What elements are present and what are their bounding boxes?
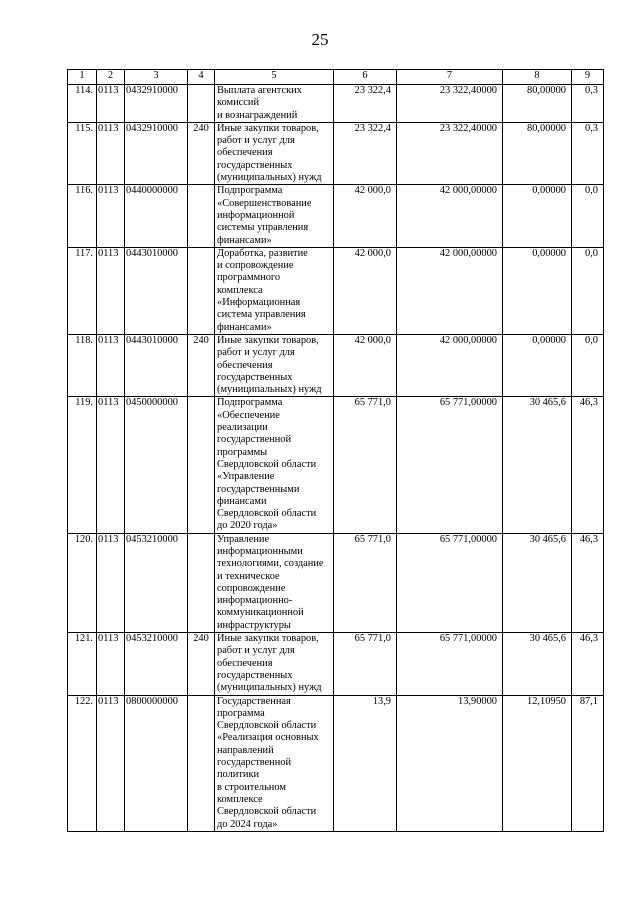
item-name-line: обеспечения — [217, 657, 273, 669]
item-name-line: Свердловской области — [217, 806, 317, 818]
item-name — [215, 334, 334, 396]
approved-amount: 65 771,00000 — [397, 533, 503, 632]
planned-amount: 23 322,4 — [334, 85, 397, 123]
executed-amount: 0,00000 — [503, 247, 572, 334]
item-name-line: (муниципальных) нужд — [217, 172, 322, 184]
table-row — [68, 247, 604, 334]
execution-percent: 46,3 — [572, 397, 604, 533]
executed-amount: 0,00000 — [503, 334, 572, 396]
item-name-line: Свердловской области — [217, 508, 317, 520]
column-header: 2 — [97, 70, 125, 85]
execution-percent: 87,1 — [572, 695, 604, 831]
table-row — [68, 695, 604, 831]
item-name — [215, 122, 334, 184]
row-number: 114. — [68, 85, 97, 123]
table-row — [68, 85, 604, 123]
planned-amount: 42 000,0 — [334, 185, 397, 247]
expense-type-code: 240 — [188, 334, 215, 396]
expense-type-code — [188, 247, 215, 334]
executed-amount: 30 465,6 — [503, 533, 572, 632]
approved-amount: 42 000,00000 — [397, 334, 503, 396]
column-header: 8 — [503, 70, 572, 85]
execution-percent: 0,0 — [572, 185, 604, 247]
item-name-line: «Управление — [217, 471, 275, 483]
table-row — [68, 533, 604, 632]
item-name-line: «Совершенствование — [217, 197, 312, 209]
item-name-line: инфраструктуры — [217, 619, 291, 631]
table-body — [68, 85, 604, 832]
item-name-line: работ и услуг для — [217, 347, 295, 359]
item-name-line: комиссий — [217, 97, 259, 109]
item-name-line: система управления — [217, 309, 306, 321]
target-article-code: 0453210000 — [125, 533, 188, 632]
execution-percent: 0,0 — [572, 247, 604, 334]
column-header: 9 — [572, 70, 604, 85]
executed-amount: 12,10950 — [503, 695, 572, 831]
column-header: 1 — [68, 70, 97, 85]
item-name-line: до 2024 года» — [217, 818, 278, 830]
item-name — [215, 85, 334, 123]
executed-amount: 80,00000 — [503, 85, 572, 123]
row-number: 122. — [68, 695, 97, 831]
item-name-line: Иные закупки товаров, — [217, 122, 319, 134]
item-name-line: обеспечения — [217, 147, 273, 159]
expense-type-code — [188, 397, 215, 533]
item-name — [215, 533, 334, 632]
item-name-line: работ и услуг для — [217, 135, 295, 147]
planned-amount: 23 322,4 — [334, 122, 397, 184]
expense-type-code: 240 — [188, 633, 215, 695]
item-name — [215, 397, 334, 533]
row-number: 116. — [68, 185, 97, 247]
expense-type-code — [188, 185, 215, 247]
row-number: 121. — [68, 633, 97, 695]
item-name-line: информационными — [217, 545, 303, 557]
planned-amount: 65 771,0 — [334, 533, 397, 632]
row-number: 118. — [68, 334, 97, 396]
item-name-line: программы — [217, 446, 268, 458]
execution-percent: 0,3 — [572, 122, 604, 184]
expense-type-code — [188, 533, 215, 632]
item-name-line: Доработка, развитие — [217, 247, 308, 259]
section-code: 0113 — [97, 185, 125, 247]
approved-amount: 23 322,40000 — [397, 85, 503, 123]
item-name-line: государственных — [217, 159, 293, 171]
section-code: 0113 — [97, 247, 125, 334]
approved-amount: 42 000,00000 — [397, 185, 503, 247]
approved-amount: 65 771,00000 — [397, 397, 503, 533]
item-name — [215, 633, 334, 695]
item-name-line: сопровождение — [217, 582, 286, 594]
item-name-line: государственными — [217, 483, 300, 495]
item-name-line: «Реализация основных — [217, 732, 319, 744]
target-article-code: 0440000000 — [125, 185, 188, 247]
item-name-line: программа — [217, 707, 265, 719]
item-name-line: программного — [217, 272, 281, 284]
column-header: 3 — [125, 70, 188, 85]
item-name-line: государственной — [217, 434, 292, 446]
item-name-line: и вознаграждений — [217, 109, 298, 121]
expense-type-code: 240 — [188, 122, 215, 184]
item-name-line: коммуникационной — [217, 607, 304, 619]
target-article-code: 0432910000 — [125, 85, 188, 123]
item-name — [215, 695, 334, 831]
item-name-line: финансами — [217, 495, 267, 507]
item-name-line: реализации — [217, 422, 268, 434]
target-article-code: 0453210000 — [125, 633, 188, 695]
item-name — [215, 185, 334, 247]
item-name-line: информационной — [217, 209, 295, 221]
item-name-line: «Информационная — [217, 297, 301, 309]
page-number: 25 — [311, 30, 329, 49]
item-name-line: Свердловской области — [217, 720, 317, 732]
target-article-code: 0443010000 — [125, 247, 188, 334]
section-code: 0113 — [97, 122, 125, 184]
row-number: 117. — [68, 247, 97, 334]
item-name-line: Иные закупки товаров, — [217, 334, 319, 346]
item-name-line: комплексе — [217, 793, 263, 805]
item-name-line: информационно- — [217, 595, 293, 607]
section-code: 0113 — [97, 85, 125, 123]
item-name-line: финансами» — [217, 321, 272, 333]
planned-amount: 65 771,0 — [334, 397, 397, 533]
approved-amount: 23 322,40000 — [397, 122, 503, 184]
target-article-code: 0450000000 — [125, 397, 188, 533]
section-code: 0113 — [97, 695, 125, 831]
execution-percent: 46,3 — [572, 633, 604, 695]
executed-amount: 0,00000 — [503, 185, 572, 247]
expense-type-code — [188, 695, 215, 831]
item-name-line: Выплата агентских — [217, 85, 302, 96]
item-name-line: обеспечения — [217, 359, 273, 371]
item-name-line: Иные закупки товаров, — [217, 633, 319, 645]
table-row — [68, 633, 604, 695]
executed-amount: 30 465,6 — [503, 633, 572, 695]
row-number: 115. — [68, 122, 97, 184]
planned-amount: 42 000,0 — [334, 334, 397, 396]
target-article-code: 0800000000 — [125, 695, 188, 831]
execution-percent: 0,0 — [572, 334, 604, 396]
item-name-line: государственных — [217, 669, 293, 681]
approved-amount: 65 771,00000 — [397, 633, 503, 695]
column-header: 7 — [397, 70, 503, 85]
executed-amount: 30 465,6 — [503, 397, 572, 533]
item-name-line: и сопровождение — [217, 260, 294, 272]
item-name-line: (муниципальных) нужд — [217, 682, 322, 694]
row-number: 119. — [68, 397, 97, 533]
item-name-line: в строительном — [217, 781, 286, 793]
expense-type-code — [188, 85, 215, 123]
item-name-line: Управление — [217, 533, 270, 545]
row-number: 120. — [68, 533, 97, 632]
executed-amount: 80,00000 — [503, 122, 572, 184]
planned-amount: 42 000,0 — [334, 247, 397, 334]
item-name-line: (муниципальных) нужд — [217, 384, 322, 396]
item-name-line: и техническое — [217, 570, 280, 582]
execution-percent: 0,3 — [572, 85, 604, 123]
planned-amount: 13,9 — [334, 695, 397, 831]
item-name-line: направлений — [217, 744, 274, 756]
item-name-line: Свердловской области — [217, 458, 317, 470]
item-name-line: государственных — [217, 371, 293, 383]
section-code: 0113 — [97, 533, 125, 632]
item-name-line: работ и услуг для — [217, 645, 295, 657]
budget-table — [67, 69, 604, 832]
target-article-code: 0443010000 — [125, 334, 188, 396]
item-name-line: системы управления — [217, 222, 309, 234]
table-header-row — [68, 70, 604, 85]
section-code: 0113 — [97, 633, 125, 695]
item-name-line: комплекса — [217, 284, 263, 296]
approved-amount: 42 000,00000 — [397, 247, 503, 334]
item-name-line: Подпрограмма — [217, 397, 283, 409]
execution-percent: 46,3 — [572, 533, 604, 632]
approved-amount: 13,90000 — [397, 695, 503, 831]
item-name — [215, 247, 334, 334]
table-row — [68, 397, 604, 533]
target-article-code: 0432910000 — [125, 122, 188, 184]
section-code: 0113 — [97, 334, 125, 396]
column-header: 5 — [215, 70, 334, 85]
item-name-line: политики — [217, 769, 260, 781]
item-name-line: финансами» — [217, 234, 272, 246]
item-name-line: «Обеспечение — [217, 409, 280, 421]
item-name-line: Подпрограмма — [217, 185, 283, 197]
item-name-line: технологиями, создание — [217, 558, 324, 570]
table-row — [68, 334, 604, 396]
table-row — [68, 185, 604, 247]
column-header: 6 — [334, 70, 397, 85]
section-code: 0113 — [97, 397, 125, 533]
planned-amount: 65 771,0 — [334, 633, 397, 695]
column-header: 4 — [188, 70, 215, 85]
item-name-line: государственной — [217, 757, 292, 769]
table-row — [68, 122, 604, 184]
item-name-line: до 2020 года» — [217, 520, 278, 532]
item-name-line: Государственная — [217, 695, 291, 707]
